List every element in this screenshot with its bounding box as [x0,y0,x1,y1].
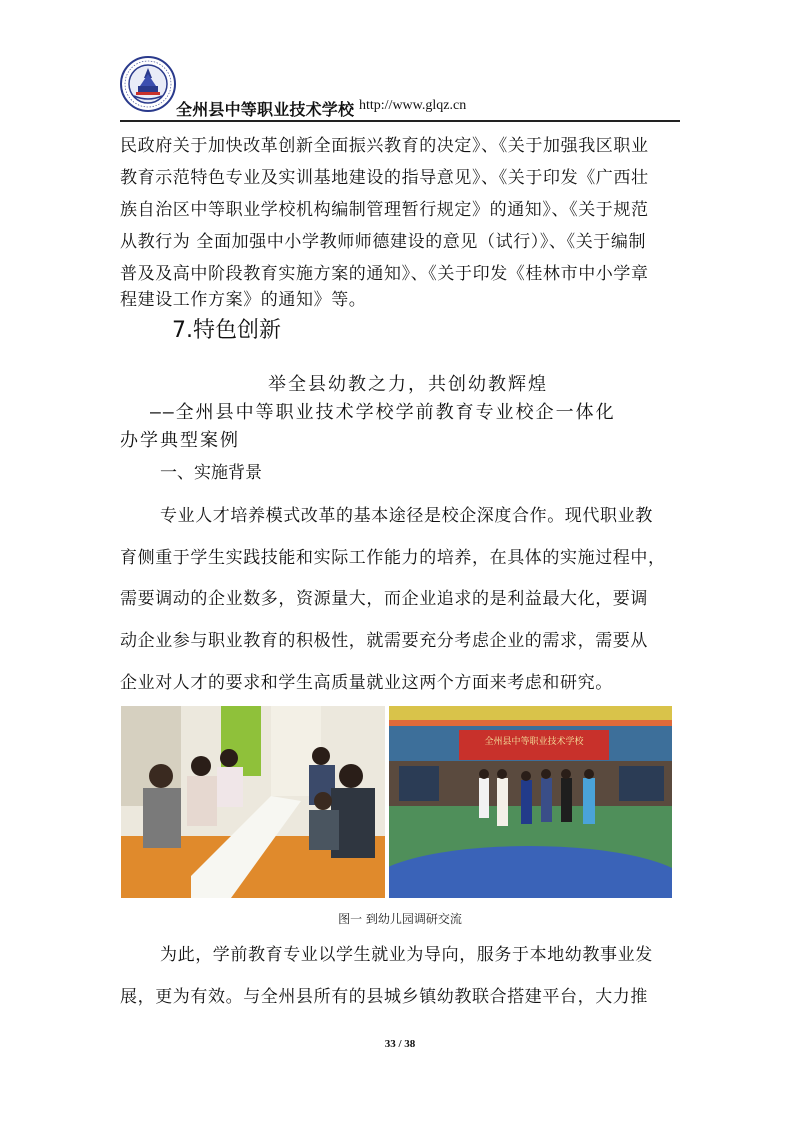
case-title-subtitle: ——全州县中等职业技术学校学前教育专业校企一体化 [150,402,616,423]
intro-line: 民政府关于加快改革创新全面振兴教育的决定》、《关于加强我区职业 [120,136,649,156]
closing-line: 为此，学前教育专业以学生就业为导向，服务于本地幼教事业发 [160,945,653,965]
intro-line: 程建设工作方案》的通知》等。 [120,290,367,310]
intro-line: 族自治区中等职业学校机构编制管理暂行规定》的通知》、《关于规范 [120,200,649,220]
closing-line: 展，更为有效。与全州县所有的县城乡镇幼教联合搭建平台，大力推 [120,987,648,1007]
sub-heading: 一、实施背景 [160,463,262,483]
header-divider [120,120,680,122]
figure-caption: 图一 到幼儿园调研交流 [338,912,462,926]
case-title-subtitle-cont: 办学典型案例 [120,430,240,451]
intro-line: 普及及高中阶段教育实施方案的通知》、《关于印发《桂林市中小学章 [120,264,649,284]
intro-line: 从教行为 全面加强中小学教师师德建设的意见（试行）》、《关于编制 [120,232,647,252]
kindergarten-sign-text: 全州县中等职业技术学校 [484,737,584,747]
school-url-link[interactable]: http://www.glqz.cn [359,98,467,113]
page-number: 33 / 38 [384,1038,416,1050]
group-photo [389,706,672,898]
body-line: 企业对人才的要求和学生高质量就业这两个方面来考虑和研究。 [120,673,613,693]
meeting-photo [121,706,385,898]
intro-line: 教育示范特色专业及实训基地建设的指导意见》、《关于印发《广西壮 [120,168,649,188]
school-logo-icon [120,56,176,112]
body-line: 需要调动的企业数多，资源量大，而企业追求的是利益最大化，要调 [120,589,648,609]
body-line: 专业人才培养模式改革的基本途径是校企深度合作。现代职业教 [160,506,653,526]
school-name: 全州县中等职业技术学校 [176,100,355,119]
case-title-main: 举全县幼教之力，共创幼教辉煌 [268,374,548,395]
section-heading: 7.特色创新 [172,318,281,343]
body-line: 育侧重于学生实践技能和实际工作能力的培养，在具体的实施过程中， [120,548,666,568]
body-line: 动企业参与职业教育的积极性，就需要充分考虑企业的需求，需要从 [120,631,648,651]
meeting-photo-icon [121,706,385,898]
